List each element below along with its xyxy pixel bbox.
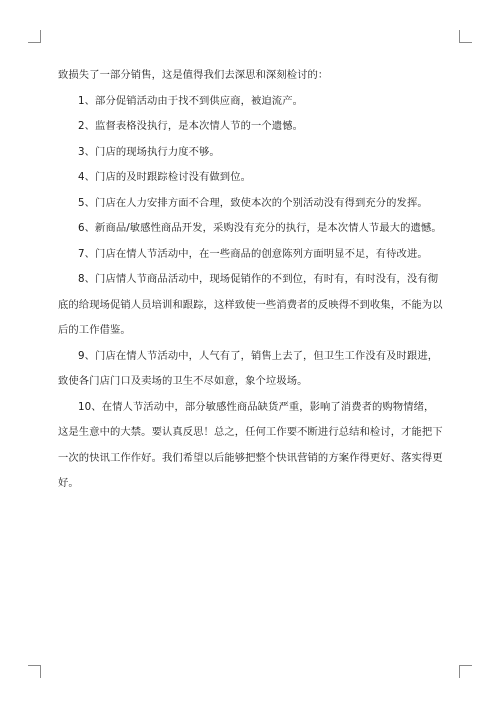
list-item-4: 4、门店的及时跟踪检讨没有做到位。 [78,171,252,183]
list-item-5: 5、门店在人力安排方面不合理，致使本次的个别活动没有得到充分的发挥。 [78,196,428,209]
list-item-2: 2、监督表格没执行，是本次情人节的一个遗憾。 [78,120,303,132]
crop-mark-bottom-right [459,665,472,678]
list-item-6: 6、新商品/敏感性商品开发，采购没有充分的执行，是本次情人节最大的遗憾。 [78,222,442,234]
list-item-1: 1、部分促销活动由于找不到供应商，被迫流产。 [78,94,303,107]
crop-mark-bottom-left [28,665,41,678]
crop-mark-top-right [459,30,472,43]
list-item-10: 10、在情人节活动中，部分敏感性商品缺货严重，影响了消费者的购物情绪，这是生意中的大禁。要认真反思！总之，任何工作要不断进行总结和检讨，才能把下一次的快讯工作作好。我们希望以后能够把整个快讯营销的方案作得更好、落实得更好。 [58,400,443,489]
list-item-8: 8、门店情人节商品活动中，现场促销作的不到位，有时有，有时没有，没有彻底的给现场促销人员培训和跟踪，这样致使一些消费者的反映得不到收集，不能为以后的工作借鉴。 [58,273,443,336]
crop-mark-top-left [28,30,41,43]
intro-paragraph: 致损失了一部分销售，这是值得我们去深思和深刻检讨的： [58,69,329,81]
list-item-3: 3、门店的现场执行力度不够。 [78,145,220,158]
list-item-9: 9、门店在情人节活动中，人气有了，销售上去了，但卫生工作没有及时跟进，致使各门店门口及卖场的卫生不尽如意，象个垃圾场。 [58,349,439,387]
document-body [58,63,444,497]
list-item-7: 7、门店在情人节活动中，在一些商品的创意陈列方面明显不足，有待改进。 [78,247,428,260]
